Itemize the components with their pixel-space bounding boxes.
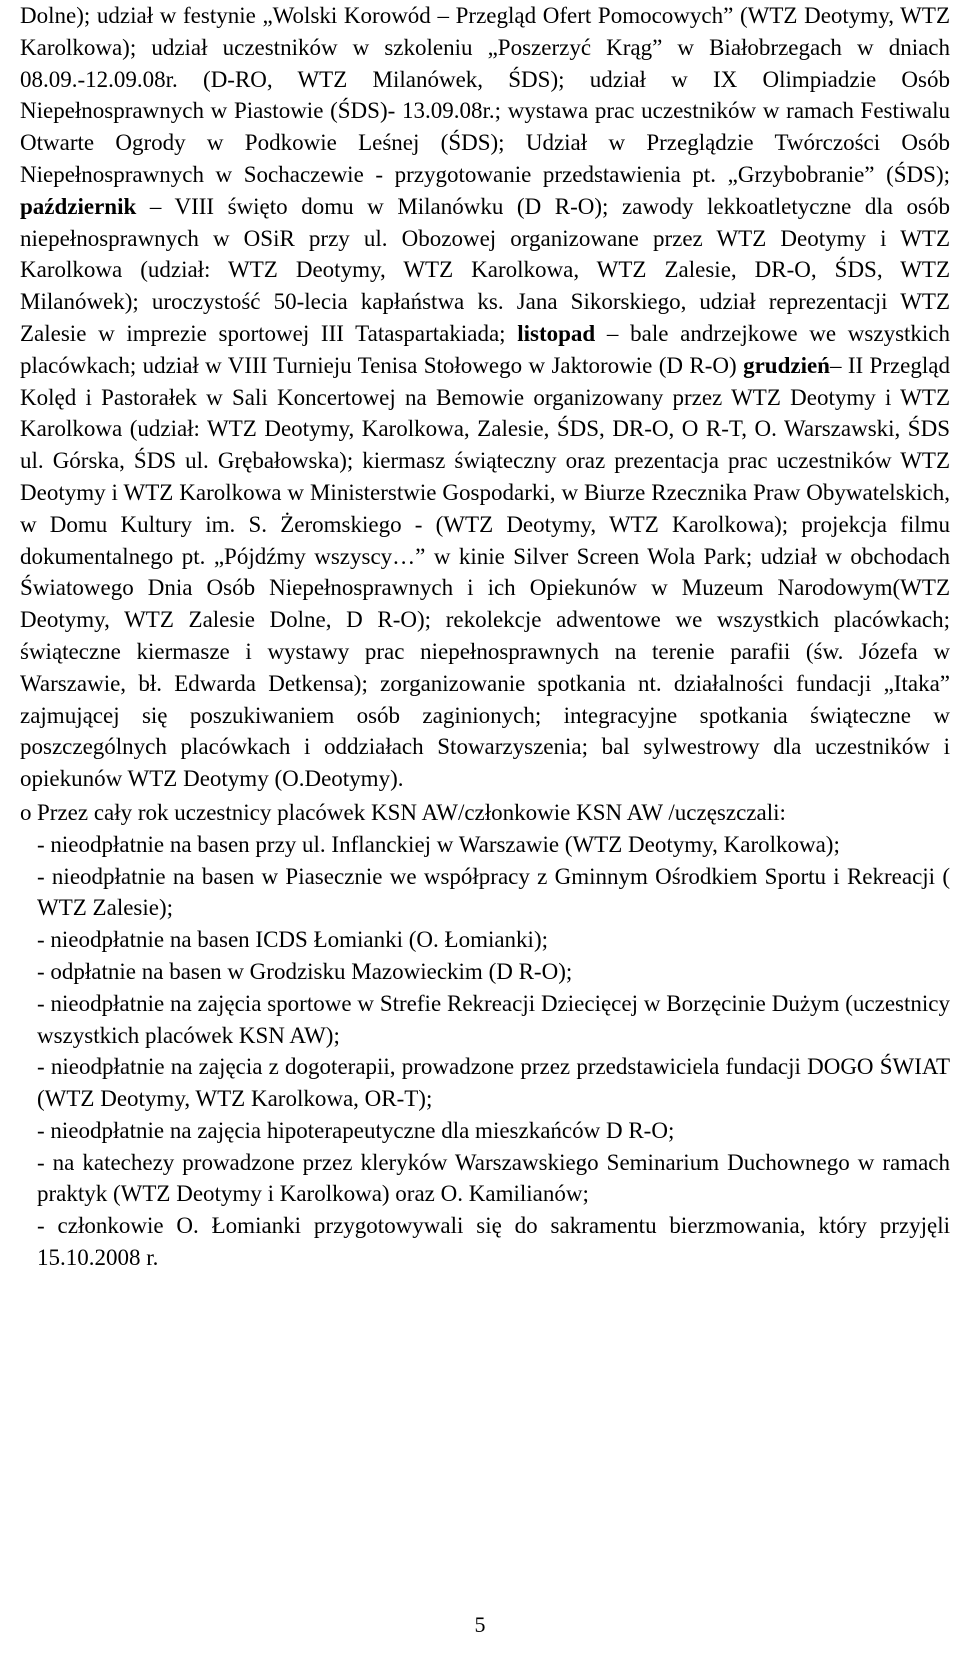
list-item: - nieodpłatnie na basen przy ul. Inflanckiej w Warszawie (WTZ Deotymy, Karolkowa);: [37, 831, 840, 857]
list-item: - nieodpłatnie na zajęcia sportowe w Strefie Rekreacji Dziecięcej w Borzęcinie Dużym (uczestnicy wszystkich placówek KSN AW);: [37, 990, 950, 1048]
document-body: [20, 0, 950, 1274]
paragraph-text: – II Przegląd Kolęd i Pastorałek w Sali Koncertowej na Bemowie organizowany przez WTZ Deotymy i WTZ Karolkowa (udział: WTZ Deotymy, Karolkowa, Zalesie, ŚDS, DR-O, O R-T, O. Warszawski, ŚDS ul. Górska, ŚDS ul. Grębałowska); kiermasz świąteczny oraz prezentacja prac uczestników WTZ Deotymy i WTZ Karolkowa w Ministerstwie Gospodarki, w Biurze Rzecznika Praw Obywatelskich, w Domu Kultury im. S. Żeromskiego - (WTZ Deotymy, WTZ Karolkowa); projekcja filmu dokumentalnego pt. „Pójdźmy wszyscy…” w kinie Silver Screen Wola Park; udział w obchodach Światowego Dnia Osób Niepełnosprawnych i ich Opiekunów w Muzeum Narodowym(WTZ Deotymy, WTZ Zalesie Dolne, D R-O); rekolekcje adwentowe we wszystkich placówkach; świąteczne kiermasze i wystawy prac niepełnosprawnych na terenie parafii (św. Józefa w Warszawie, bł. Edwarda Detkensa); zorganizowanie spotkania nt. działalności fundacji „Itaka” zajmującej się poszukiwaniem osób zaginionych; integracyjne spotkania świąteczne w poszczególnych placówkach i oddziałach Stowarzyszenia; bal sylwestrowy dla uczestników i opiekunów WTZ Deotymy (O.Deotymy).: [20, 352, 950, 792]
list-item: - członkowie O. Łomianki przygotowywali się do sakramentu bierzmowania, który przyjęli 15.10.2008 r.: [37, 1213, 950, 1271]
paragraph-text: – VIII święto domu w Milanówku (D R-O); zawody lekkoatletyczne dla osób niepełnosprawnych w OSiR przy ul. Obozowej organizowane przez WTZ Deotymy i WTZ Karolkowa (udział: WTZ Deotymy, WTZ Karolkowa, WTZ Zalesie, DR-O, ŚDS, WTZ Milanówek); uroczystość 50-lecia kapłaństwa ks. Jana Sikorskiego, udział reprezentacji WTZ Zalesie w imprezie sportowej III Tataspartakiada;: [20, 193, 950, 346]
month-heading-october: październik: [20, 193, 137, 219]
list-item: - nieodpłatnie na zajęcia hipoterapeutyczne dla mieszkańców D R-O;: [37, 1117, 675, 1143]
paragraph-text: – bale andrzejkowe we wszystkich placówkach; udział w VIII Turnieju Tenisa Stołowego w Jaktorowie (D R-O): [20, 320, 951, 378]
list-item: - odpłatnie na basen w Grodzisku Mazowieckim (D R-O);: [37, 958, 573, 984]
bullet-intro: Przez cały rok uczestnicy placówek KSN AW/członkowie KSN AW /uczęszczali:: [37, 799, 786, 825]
list-item: - nieodpłatnie na basen ICDS Łomianki (O. Łomianki);: [37, 927, 548, 953]
activities-list: [20, 829, 950, 1274]
bullet-marker: o: [20, 799, 32, 825]
month-heading-december: grudzień: [743, 352, 830, 378]
year-round-bullet: [20, 797, 950, 829]
page-number: 5: [474, 1612, 486, 1637]
list-item: - na katechezy prowadzone przez kleryków Warszawskiego Seminarium Duchownego w ramach praktyk (WTZ Deotymy i Karolkowa) oraz O. Kamilianów;: [37, 1149, 950, 1207]
events-paragraph: [20, 0, 950, 795]
list-item: - nieodpłatnie na zajęcia z dogoterapii, prowadzone przez przedstawiciela fundacji DOGO ŚWIAT (WTZ Deotymy, WTZ Karolkowa, OR-T);: [37, 1054, 950, 1112]
paragraph-text: Dolne); udział w festynie „Wolski Korowód – Przegląd Ofert Pomocowych” (WTZ Deotymy, WTZ Karolkowa); udział uczestników w szkoleniu „Poszerzyć Krąg” w Białobrzegach w dniach 08.09.-12.09.08r. (D-RO, WTZ Milanówek, ŚDS); udział w IX Olimpiadzie Osób Niepełnosprawnych w Piastowie (ŚDS)- 13.09.08r.; wystawa prac uczestników w ramach Festiwalu Otwarte Ogrody w Podkowie Leśnej (ŚDS); Udział w Przeglądzie Twórczości Osób Niepełnosprawnych w Sochaczewie - przygotowanie przedstawienia pt. „Grzybobranie” (ŚDS);: [20, 3, 950, 187]
list-item: - nieodpłatnie na basen w Piasecznie we współpracy z Gminnym Ośrodkiem Sportu i Rekreacji ( WTZ Zalesie);: [37, 863, 950, 921]
month-heading-november: listopad: [517, 320, 596, 346]
